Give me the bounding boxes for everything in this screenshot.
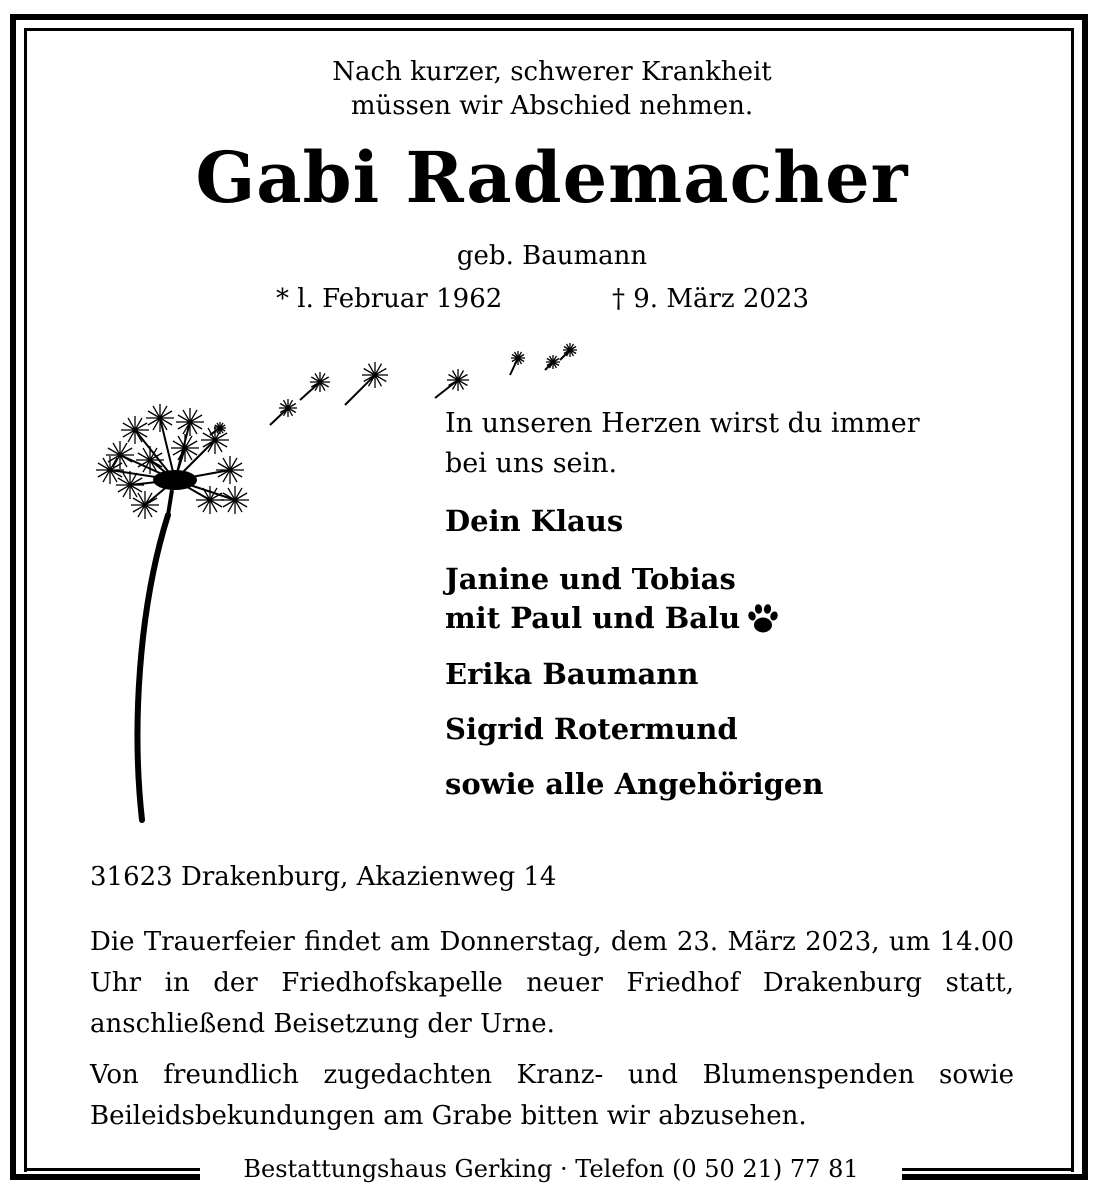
mourner-paul-balu-text: mit Paul und Balu [445, 601, 741, 635]
inner-border-bottom-right [902, 1168, 1074, 1171]
ceremony-info: Die Trauerfeier findet am Donnerstag, dem 23. März 2023, um 14.00 Uhr in der Friedhofskapelle neuer Friedhof Drakenburg statt, anschließend Beisetzung der Urne. [90, 927, 1014, 1039]
deceased-name: Gabi Rademacher [195, 136, 909, 219]
motto-line-2: bei uns sein. [445, 448, 618, 479]
death-date: † 9. März 2023 [612, 284, 810, 314]
maiden-name: geb. Baumann [456, 241, 648, 271]
intro-line-2: müssen wir Abschied nehmen. [350, 91, 754, 121]
mourner-klaus: Dein Klaus [445, 504, 624, 538]
donation-request: Von freundlich zugedachten Kranz- und Blumenspenden sowie Beileidsbekundungen am Grabe bitten wir abzusehen. [90, 1060, 1014, 1131]
motto-line-1: In unseren Herzen wirst du immer [445, 408, 920, 439]
funeral-home-footer: Bestattungshaus Gerking · Telefon (0 50 21) 77 81 [200, 1153, 902, 1185]
inner-border-bottom-left [24, 1168, 200, 1171]
address: 31623 Drakenburg, Akazienweg 14 [90, 862, 557, 892]
mourner-erika: Erika Baumann [445, 657, 699, 691]
birth-date: * l. Februar 1962 [276, 284, 503, 314]
mourner-relatives: sowie alle Angehörigen [445, 767, 824, 801]
intro-line-1: Nach kurzer, schwerer Krankheit [332, 57, 772, 87]
mourner-paul-balu [445, 599, 780, 638]
motto [445, 404, 1005, 484]
mourner-sigrid: Sigrid Rotermund [445, 712, 738, 746]
paw-print-icon [746, 602, 780, 636]
mourner-janine-tobias: Janine und Tobias [445, 562, 736, 596]
